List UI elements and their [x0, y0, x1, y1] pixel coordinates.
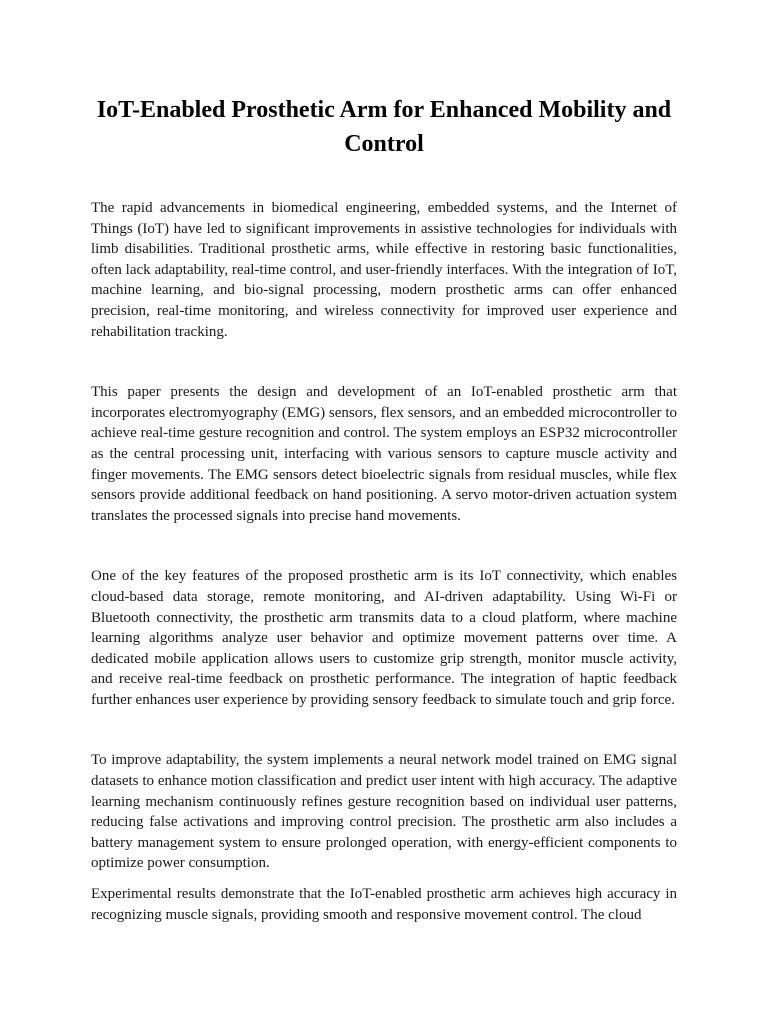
document-title: IoT-Enabled Prosthetic Arm for Enhanced Mobility and Control — [96, 97, 672, 157]
paragraph-introduction: The rapid advancements in biomedical engineering, embedded systems, and the Internet of Things (IoT) have led to significant improvements in assistive technologies for individuals with limb disabilities. Traditional prosthetic arms, while effective in restoring basic functionalities, often lack adaptability, real-time control, and user-friendly interfaces. With the integration of IoT, machine learning, and bio-signal processing, modern prosthetic arms can offer enhanced precision, real-time monitoring, and wireless connectivity for improved user experience and rehabilitation tracking. — [91, 200, 677, 340]
paragraph-adaptability: To improve adaptability, the system implements a neural network model trained on EMG signal datasets to enhance motion classification and predict user intent with high accuracy. The adaptive learning mechanism continuously refines gesture recognition based on individual user patterns, reducing false activations and improving control precision. The prosthetic arm also includes a battery management system to ensure prolonged operation, with energy-efficient components to optimize power consumption. — [91, 752, 677, 872]
paragraph-system-design: This paper presents the design and development of an IoT-enabled prosthetic arm that incorporates electromyography (EMG) sensors, flex sensors, and an embedded microcontroller to achieve real-time gesture recognition and control. The system employs an ESP32 microcontroller as the central processing unit, interfacing with various sensors to capture muscle activity and finger movements. The EMG sensors detect bioelectric signals from residual muscles, while flex sensors provide additional feedback on hand positioning. A servo motor-driven actuation system translates the processed signals into precise hand movements. — [91, 384, 677, 524]
paragraph-experimental-results: Experimental results demonstrate that the IoT-enabled prosthetic arm achieves high accuracy in recognizing muscle signals, providing smooth and responsive movement control. The cloud — [91, 886, 677, 923]
paragraph-iot-connectivity: One of the key features of the proposed prosthetic arm is its IoT connectivity, which enables cloud-based data storage, remote monitoring, and AI-driven adaptability. Using Wi-Fi or Bluetooth connectivity, the prosthetic arm transmits data to a cloud platform, where machine learning algorithms analyze user behavior and optimize movement patterns over time. A dedicated mobile application allows users to customize grip strength, monitor muscle activity, and receive real-time feedback on prosthetic performance. The integration of haptic feedback further enhances user experience by providing sensory feedback to simulate touch and grip force. — [91, 568, 677, 708]
